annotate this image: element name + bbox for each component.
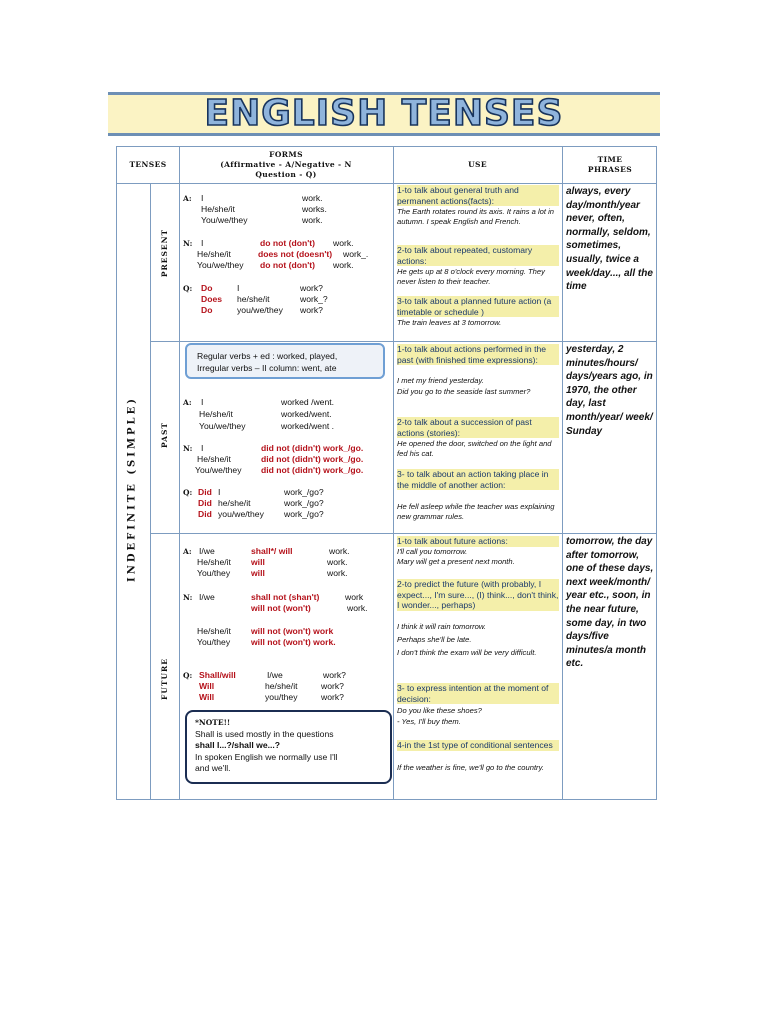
use-example: Perhaps she'll be late. bbox=[397, 635, 472, 644]
subject: I bbox=[218, 487, 221, 497]
subject: you/they bbox=[265, 692, 298, 702]
subject: I bbox=[201, 193, 204, 203]
subject: You/we/they bbox=[197, 260, 244, 270]
use-example: I think it will rain tomorrow. bbox=[397, 622, 487, 631]
verb: work? bbox=[300, 305, 323, 315]
subject: I bbox=[237, 283, 240, 293]
time-phrases: yesterday, 2 minutes/hours/ days/years ago, in 1970, the other day, last month/year/ week/ Sunday bbox=[566, 344, 653, 437]
subject: I bbox=[201, 238, 204, 248]
col-divider bbox=[150, 183, 151, 799]
note-title: *NOTE!! bbox=[195, 718, 231, 727]
verb: work. bbox=[327, 568, 348, 578]
use-example: He opened the door, switched on the light and fed his cat. bbox=[397, 439, 552, 458]
use-example: I'll call you tomorrow. bbox=[397, 547, 468, 556]
use-heading: 3-to talk about a planned future action (a timetable or schedule ) bbox=[397, 296, 559, 317]
use-heading: 4-in the 1st type of conditional sentences bbox=[397, 740, 559, 751]
use-heading: 2-to predict the future (with probably, I expect..., I'm sure..., (I) think..., don't think, I wonder..., perhaps) bbox=[397, 579, 559, 610]
subject: he/she/it bbox=[218, 498, 251, 508]
auxiliary: will not (won't) bbox=[251, 603, 311, 613]
tenses-table bbox=[116, 146, 657, 800]
auxiliary: Will bbox=[199, 681, 215, 691]
auxiliary: Did bbox=[198, 509, 212, 519]
auxiliary: Will bbox=[199, 692, 215, 702]
auxiliary: did not (didn't) work_/go. bbox=[261, 443, 364, 453]
negative-tag: N: bbox=[183, 444, 193, 453]
subject: I/we bbox=[199, 546, 215, 556]
note-box bbox=[185, 710, 392, 784]
auxiliary: Do bbox=[201, 305, 213, 315]
auxiliary: Do bbox=[201, 283, 213, 293]
auxiliary: Shall/will bbox=[199, 670, 236, 680]
subject: You/we/they bbox=[201, 215, 248, 225]
verb: work? bbox=[321, 692, 344, 702]
auxiliary: do not (don't) bbox=[260, 238, 316, 248]
row-divider bbox=[117, 183, 656, 184]
verb: worked /went. bbox=[281, 397, 335, 407]
negative-tag: N: bbox=[183, 593, 193, 602]
use-heading: 1-to talk about general truth and permanent actions(facts): bbox=[397, 185, 559, 206]
verb: worked/went . bbox=[281, 421, 335, 431]
row-label-past: PAST bbox=[160, 422, 169, 448]
question-tag: Q: bbox=[183, 284, 193, 293]
auxiliary: did not (didn't) work_/go. bbox=[261, 454, 364, 464]
subject: He/she/it bbox=[199, 409, 233, 419]
page-title: ENGLISH TENSES bbox=[204, 93, 564, 134]
verb: work? bbox=[300, 283, 323, 293]
verb: work_/go? bbox=[284, 487, 324, 497]
verb: work. bbox=[347, 603, 368, 613]
col-divider bbox=[179, 147, 180, 799]
subject: He/she/it bbox=[197, 249, 231, 259]
use-example: - Yes, I'll buy them. bbox=[397, 717, 461, 726]
subject: you/we/they bbox=[218, 509, 264, 519]
regular-irregular-rule-box bbox=[185, 343, 385, 379]
use-example: If the weather is fine, we'll go to the country. bbox=[397, 763, 544, 772]
auxiliary: do not (don't) bbox=[260, 260, 316, 270]
affirmative-tag: A: bbox=[183, 547, 192, 556]
auxiliary: did not (didn't) work_/go. bbox=[261, 465, 364, 475]
use-example: Did you go to the seaside last summer? bbox=[397, 387, 531, 396]
verb: work? bbox=[321, 681, 344, 691]
affirmative-tag: A: bbox=[183, 194, 192, 203]
use-heading: 3- to talk about an action taking place in the middle of another action: bbox=[397, 469, 559, 490]
question-tag: Q: bbox=[183, 488, 193, 497]
col-divider bbox=[562, 147, 563, 799]
use-heading: 2-to talk about repeated, customary actions: bbox=[397, 245, 559, 266]
verb: work. bbox=[302, 193, 323, 203]
subject: You/they bbox=[197, 637, 231, 647]
subject: I bbox=[201, 397, 204, 407]
verb: work? bbox=[323, 670, 346, 680]
subject: I/we bbox=[267, 670, 283, 680]
verb: work. bbox=[333, 260, 354, 270]
verb: work_. bbox=[343, 249, 369, 259]
row-divider bbox=[150, 533, 656, 534]
auxiliary: Did bbox=[198, 487, 212, 497]
use-example: He fell asleep while the teacher was explaining new grammar rules. bbox=[397, 502, 555, 521]
use-example: I don't think the exam will be very difficult. bbox=[397, 648, 537, 657]
subject: He/she/it bbox=[197, 557, 231, 567]
auxiliary: will not (won't) work. bbox=[251, 637, 336, 647]
auxiliary: shall not (shan't) bbox=[251, 592, 320, 602]
subject: You/we/they bbox=[199, 421, 246, 431]
use-example: I met my friend yesterday. bbox=[397, 376, 484, 385]
subject: He/she/it bbox=[197, 626, 231, 636]
header-tenses: TENSES bbox=[129, 160, 167, 169]
row-label-future: FUTURE bbox=[160, 658, 169, 700]
verb: work. bbox=[333, 238, 354, 248]
subject: You/they bbox=[197, 568, 231, 578]
verb: work_/go? bbox=[284, 509, 324, 519]
use-heading: 2-to talk about a succession of past actions (stories): bbox=[397, 417, 559, 438]
use-heading: 3- to express intention at the moment of decision: bbox=[397, 683, 559, 704]
subject: You/we/they bbox=[195, 465, 242, 475]
subject: He/she/it bbox=[197, 454, 231, 464]
rule-regular: Regular verbs + ed : worked, played, bbox=[197, 351, 338, 361]
verb: work_/go? bbox=[284, 498, 324, 508]
use-example: Do you like these shoes? bbox=[397, 706, 482, 715]
verb: work_? bbox=[300, 294, 328, 304]
note-line: In spoken English we normally use I'll bbox=[195, 751, 338, 762]
verb: worked/went. bbox=[281, 409, 332, 419]
rule-irregular: Irregular verbs – II column: went, ate bbox=[197, 363, 337, 373]
question-tag: Q: bbox=[183, 671, 193, 680]
use-heading: 1-to talk about actions performed in the past (with finished time expressions): bbox=[397, 344, 559, 365]
auxiliary: does not (doesn't) bbox=[258, 249, 333, 259]
row-label-present: PRESENT bbox=[160, 228, 169, 278]
title-bar bbox=[108, 92, 660, 136]
use-heading: 1-to talk about future actions: bbox=[397, 536, 559, 547]
use-example: The train leaves at 3 tomorrow. bbox=[397, 318, 502, 327]
header-time-phrases: TIME PHRASES bbox=[587, 155, 633, 174]
auxiliary: will bbox=[251, 568, 265, 578]
negative-tag: N: bbox=[183, 239, 193, 248]
header-forms: FORMS (Affirmative - A/Negative - N Question - Q) bbox=[220, 150, 352, 179]
note-line: Shall is used mostly in the questions bbox=[195, 728, 334, 739]
header-use: USE bbox=[468, 160, 487, 169]
verb: work bbox=[345, 592, 364, 602]
verb: work. bbox=[327, 557, 348, 567]
note-line: and we'll. bbox=[195, 763, 231, 773]
group-label: INDEFINITE (SIMPLE) bbox=[126, 396, 138, 582]
subject: he/she/it bbox=[237, 294, 270, 304]
subject: I bbox=[201, 443, 204, 453]
verb: works. bbox=[302, 204, 327, 214]
use-example: He gets up at 8 o'clock every morning. They never listen to their teacher. bbox=[397, 267, 545, 286]
auxiliary: will bbox=[251, 557, 265, 567]
note-line: shall I...?/shall we...? bbox=[195, 740, 281, 750]
time-phrases: tomorrow, the day after tomorrow, one of these days, next week/month/ year etc., soon, in the near future, some day, in two days/five minutes/a month etc. bbox=[566, 536, 654, 670]
verb: work. bbox=[302, 215, 323, 225]
subject: he/she/it bbox=[265, 681, 298, 691]
auxiliary: Does bbox=[201, 294, 223, 304]
subject: He/she/it bbox=[201, 204, 235, 214]
col-divider bbox=[393, 147, 394, 799]
use-example: Mary will get a present next month. bbox=[397, 557, 515, 566]
row-divider bbox=[150, 341, 656, 342]
verb: work. bbox=[329, 546, 350, 556]
subject: I/we bbox=[199, 592, 215, 602]
auxiliary: will not (won't) work bbox=[251, 626, 334, 636]
time-phrases: always, every day/month/year never, often, normally, seldom, sometimes, usually, twice a week/day..., all the time bbox=[566, 186, 653, 293]
auxiliary: shall*/ will bbox=[251, 546, 293, 556]
use-example: The Earth rotates round its axis. It rains a lot in autumn. I speak English and French. bbox=[397, 207, 555, 226]
affirmative-tag: A: bbox=[183, 398, 192, 407]
subject: you/we/they bbox=[237, 305, 283, 315]
auxiliary: Did bbox=[198, 498, 212, 508]
